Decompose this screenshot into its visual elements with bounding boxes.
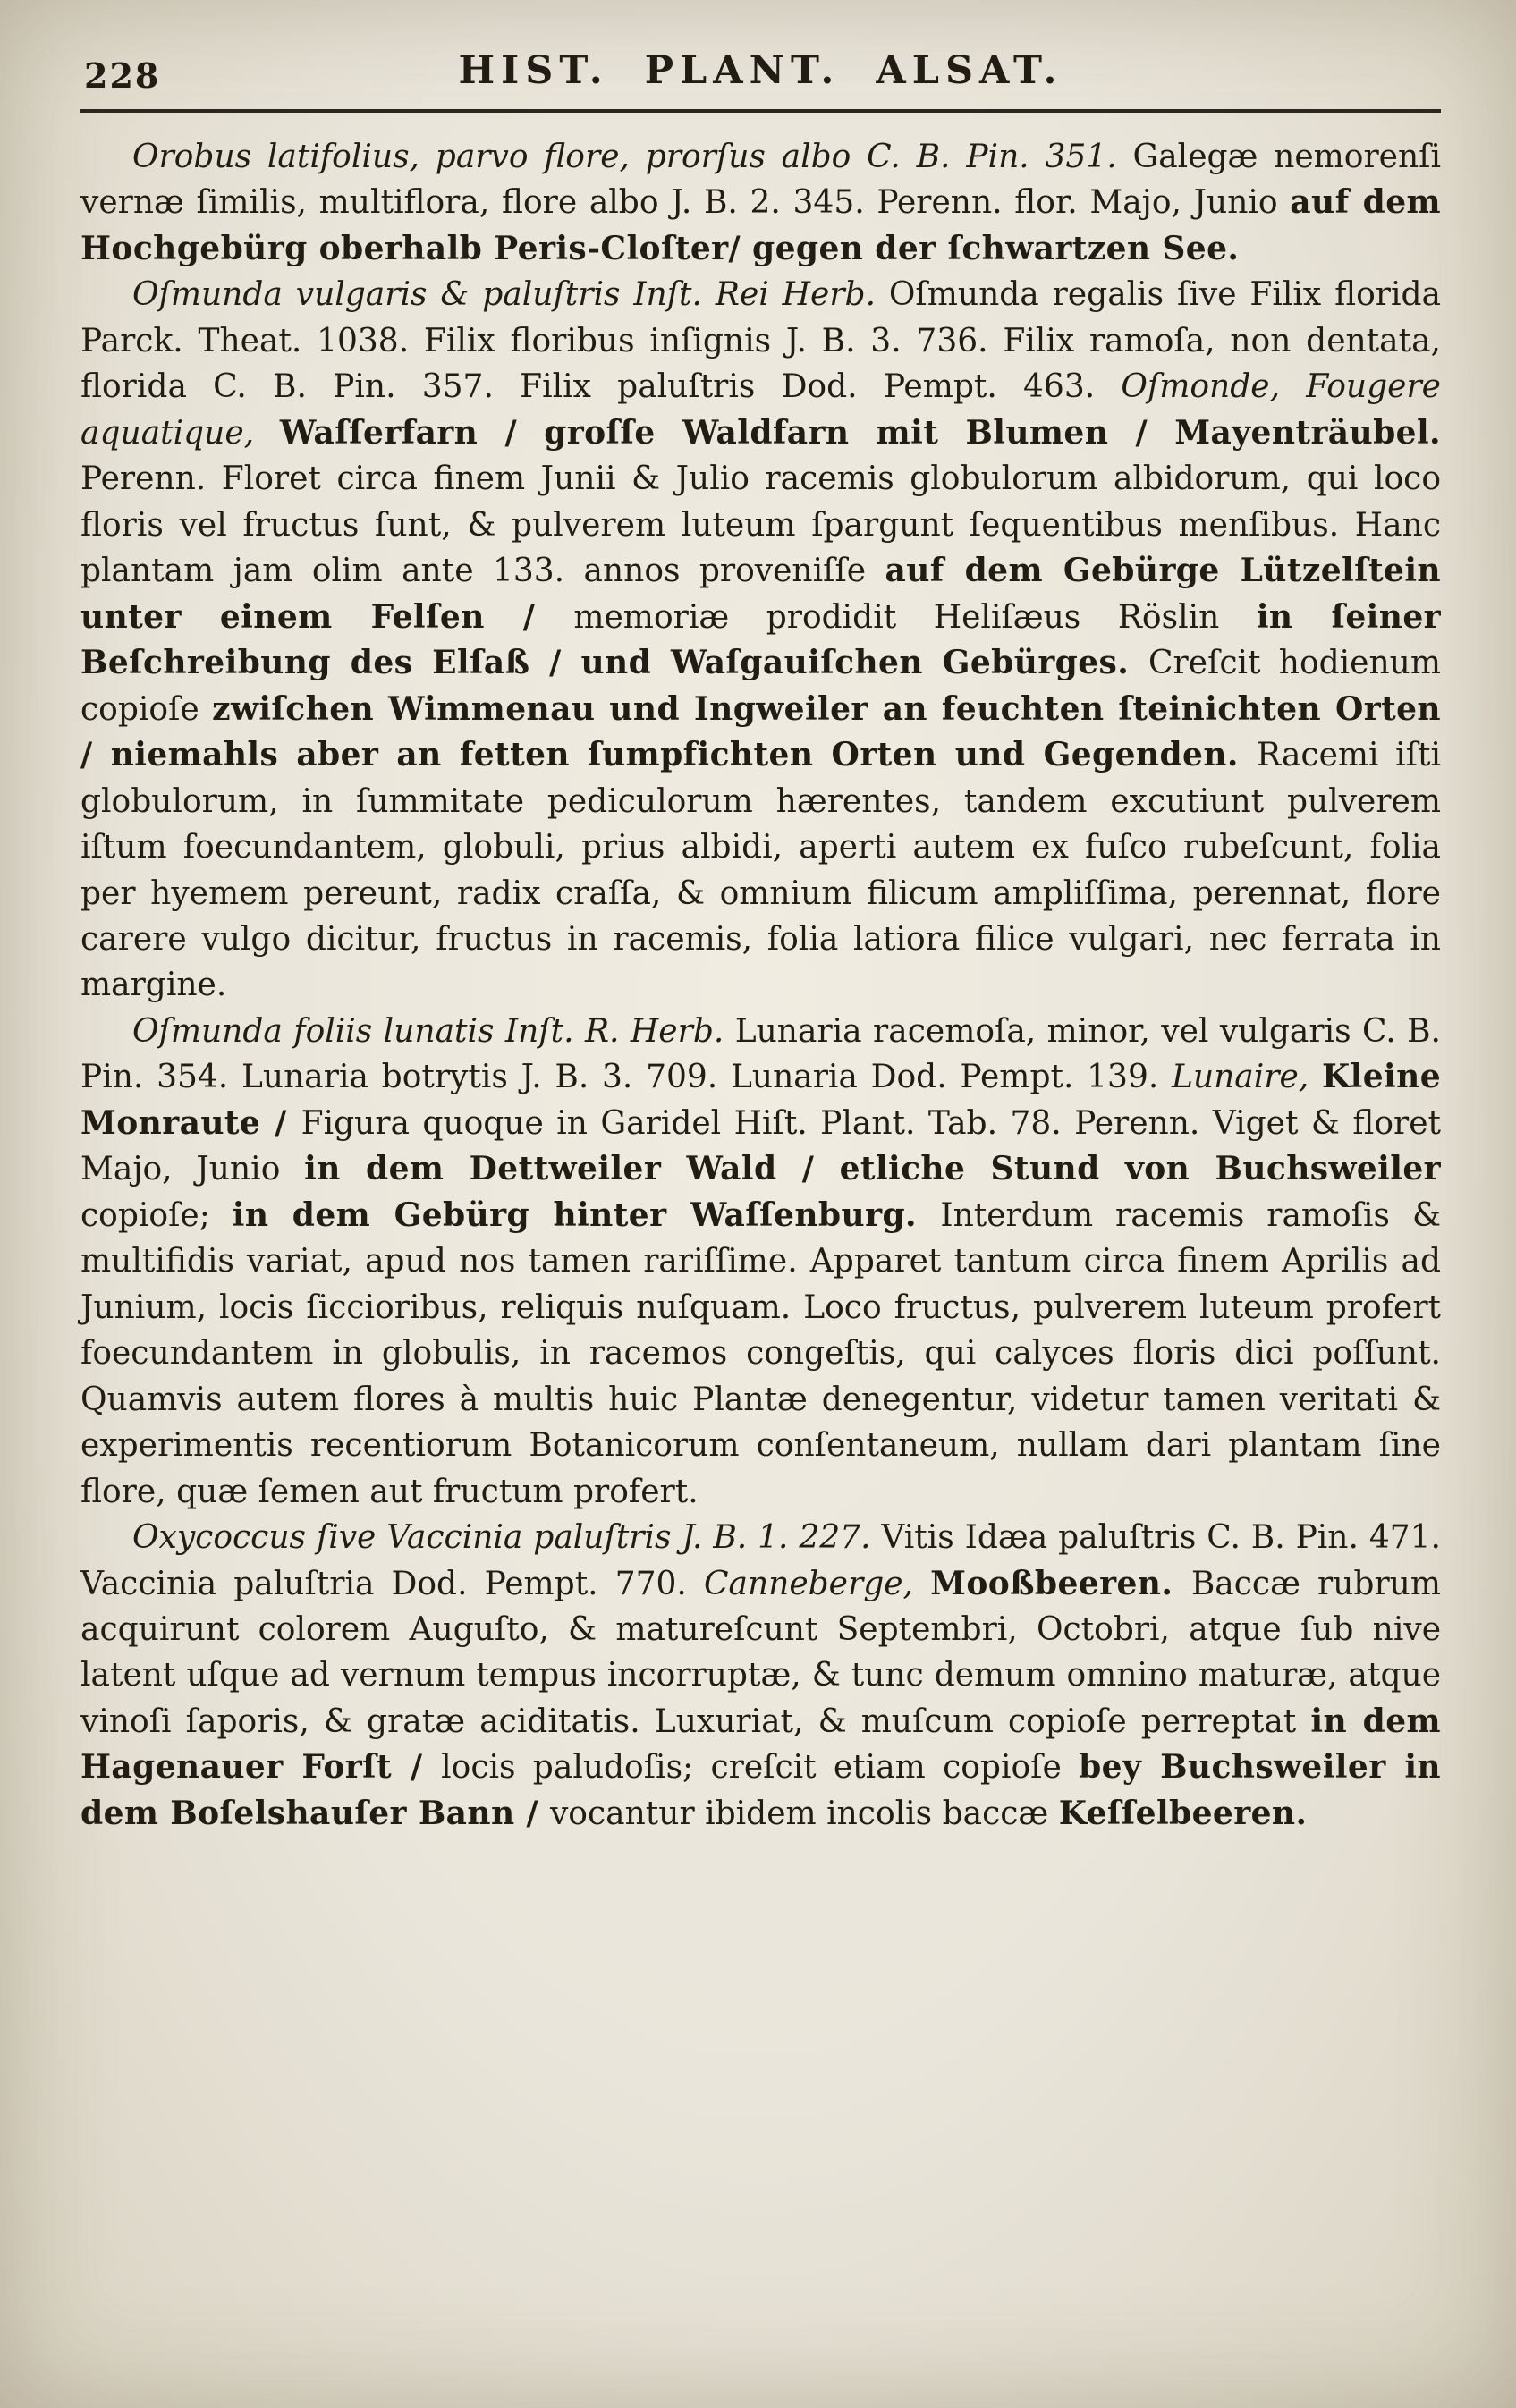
text-segment-roman: Perenn. Floret circa finem Junii & Julio racemis globulorum albidorum, qui loco floris vel fructus ſunt, & pulverem luteum ſpargunt ſequentibus menſibus. Hanc plantam jam olim ante 133. annos proveniſſe bbox=[80, 460, 1441, 590]
running-title: HIST. PLANT. ALSAT. bbox=[458, 48, 1063, 93]
text-segment-roman: locis paludoſis; creſcit etiam copioſe bbox=[441, 1749, 1080, 1787]
text-segment-italic: Lunaire, bbox=[1172, 1059, 1322, 1096]
text-segment-roman: Racemi iſti globulorum, in ſummitate pediculorum hærentes, tandem excutiunt pulverem iſtum foecundantem, globuli, prius albidi, aperti autem ex fuſco rubeſcunt, folia per hyemem pereunt, radix craſſa, & omnium filicum ampliſſima, perennat, flore carere vulgo dicitur, fructus in racemis, folia latiora filice vulgari, nec ferrata in margine. bbox=[80, 737, 1441, 1004]
page-header bbox=[80, 48, 1441, 102]
text-segment-fraktur: auf dem Gebürge Lützelſtein unter einem Felſen / bbox=[80, 552, 1441, 636]
text-segment-roman: Baccæ rubrum acquirunt colorem Auguſto, & matureſcunt Septembri, Octobri, atque ſub nive latent uſque ad vernum tempus incorruptæ, & tunc demum omnino maturæ, atque vinoſi ſaporis, & gratæ aciditatis. Luxuriat, & muſcum copioſe perreptat bbox=[80, 1565, 1441, 1740]
text-segment-italic: Orobus latifolius, parvo flore, prorſus albo C. B. Pin. 351. bbox=[132, 139, 1133, 175]
text-segment-fraktur: Keſſelbeeren. bbox=[1058, 1794, 1308, 1832]
text-segment-roman: Vitis Idæa paluſtris C. B. Pin. 471. Vaccinia paluſtria Dod. Pempt. 770. bbox=[80, 1519, 1441, 1602]
paragraph bbox=[80, 1009, 1441, 1515]
text-segment-fraktur: bey Buchsweiler in dem Boſelshauſer Bann / bbox=[80, 1748, 1441, 1832]
paragraph bbox=[80, 272, 1441, 1009]
text-segment-italic: Oſmunda vulgaris & paluſtris Inſt. Rei Herb. bbox=[132, 276, 889, 314]
text-segment-roman: Interdum racemis ramoſis & multifidis variat, apud nos tamen rariſſime. Apparet tantum circa finem Aprilis ad Junium, locis ſiccioribus, reliquis nuſquam. Loco fructus, pulverem luteum profert foecundantem in globulis, in racemos congeſtis, qui calyces floris dici poſſunt. Quamvis autem flores à multis huic Plantæ denegentur, videtur tamen veritati & experimentis recentiorum Botanicorum conſentaneum, nullam dari plantam ſine flore, quæ ſemen aut fructum profert. bbox=[80, 1196, 1441, 1510]
paragraph bbox=[80, 134, 1441, 272]
header-rule bbox=[80, 109, 1441, 113]
text-segment-roman: Lunaria racemoſa, minor, vel vulgaris C. B. Pin. 354. Lunaria botrytis J. B. 3. 709. Lunaria Dod. Pempt. 139. bbox=[80, 1012, 1441, 1096]
text-segment-roman: Galegæ nemorenſi vernæ ſimilis, multiflora, flore albo J. B. 2. 345. Perenn. flor. Majo, Junio bbox=[80, 139, 1442, 222]
text-segment-fraktur: auf dem Hochgebürg oberhalb Peris-Cloſter/ gegen der ſchwartzen See. bbox=[80, 183, 1441, 267]
text-body bbox=[80, 134, 1441, 1837]
text-segment-fraktur: in dem Hagenauer Forſt / bbox=[80, 1702, 1441, 1787]
text-segment-roman: Oſmunda regalis ſive Filix florida Parck. Theat. 1038. Filix floribus inſignis J. B. 3. 736. Filix ramoſa, non dentata, florida C. B. Pin. 357. Filix paluſtris Dod. Pempt. 463. bbox=[80, 276, 1441, 406]
text-segment-fraktur: Waſſerfarn / groſſe Waldfarn mit Blumen / Mayenträubel. bbox=[279, 413, 1441, 452]
paragraph bbox=[80, 1515, 1441, 1837]
text-segment-roman: copioſe; bbox=[80, 1196, 233, 1234]
text-segment-roman: Figura quoque in Garidel Hiſt. Plant. Tab. 78. Perenn. Viget & floret Majo, Junio bbox=[80, 1104, 1441, 1188]
text-segment-roman: memoriæ prodidit Heliſæus Röslin bbox=[573, 598, 1257, 636]
text-segment-italic: Oſmunda foliis lunatis Inſt. R. Herb. bbox=[132, 1012, 735, 1050]
text-segment-fraktur: in ſeiner Beſchreibung des Elſaß / und Waſgauiſchen Gebürges. bbox=[80, 597, 1441, 682]
text-segment-roman: vocantur ibidem incolis baccæ bbox=[549, 1795, 1059, 1832]
text-segment-fraktur: zwiſchen Wimmenau und Ingweiler an feuchten ſteinichten Orten / niemahls aber an fetten ſumpfichten Orten und Gegenden. bbox=[80, 689, 1442, 774]
text-segment-fraktur: Mooßbeeren. bbox=[930, 1564, 1191, 1602]
text-segment-italic: Canneberge, bbox=[703, 1565, 931, 1602]
text-segment-fraktur: in dem Gebürg hinter Waſſenburg. bbox=[232, 1196, 941, 1234]
text-segment-roman: Creſcit hodienum copioſe bbox=[80, 645, 1441, 728]
text-segment-fraktur: in dem Dettweiler Wald / etliche Stund von Buchsweiler bbox=[304, 1150, 1441, 1188]
text-segment-italic: Oxycoccus ſive Vaccinia paluſtris J. B. 1. 227. bbox=[132, 1519, 882, 1557]
text-segment-italic: Oſmonde, Fougere aquatique, bbox=[80, 368, 1441, 452]
page-number: 228 bbox=[84, 55, 161, 96]
text-segment-fraktur: Kleine Monraute / bbox=[80, 1058, 1442, 1142]
